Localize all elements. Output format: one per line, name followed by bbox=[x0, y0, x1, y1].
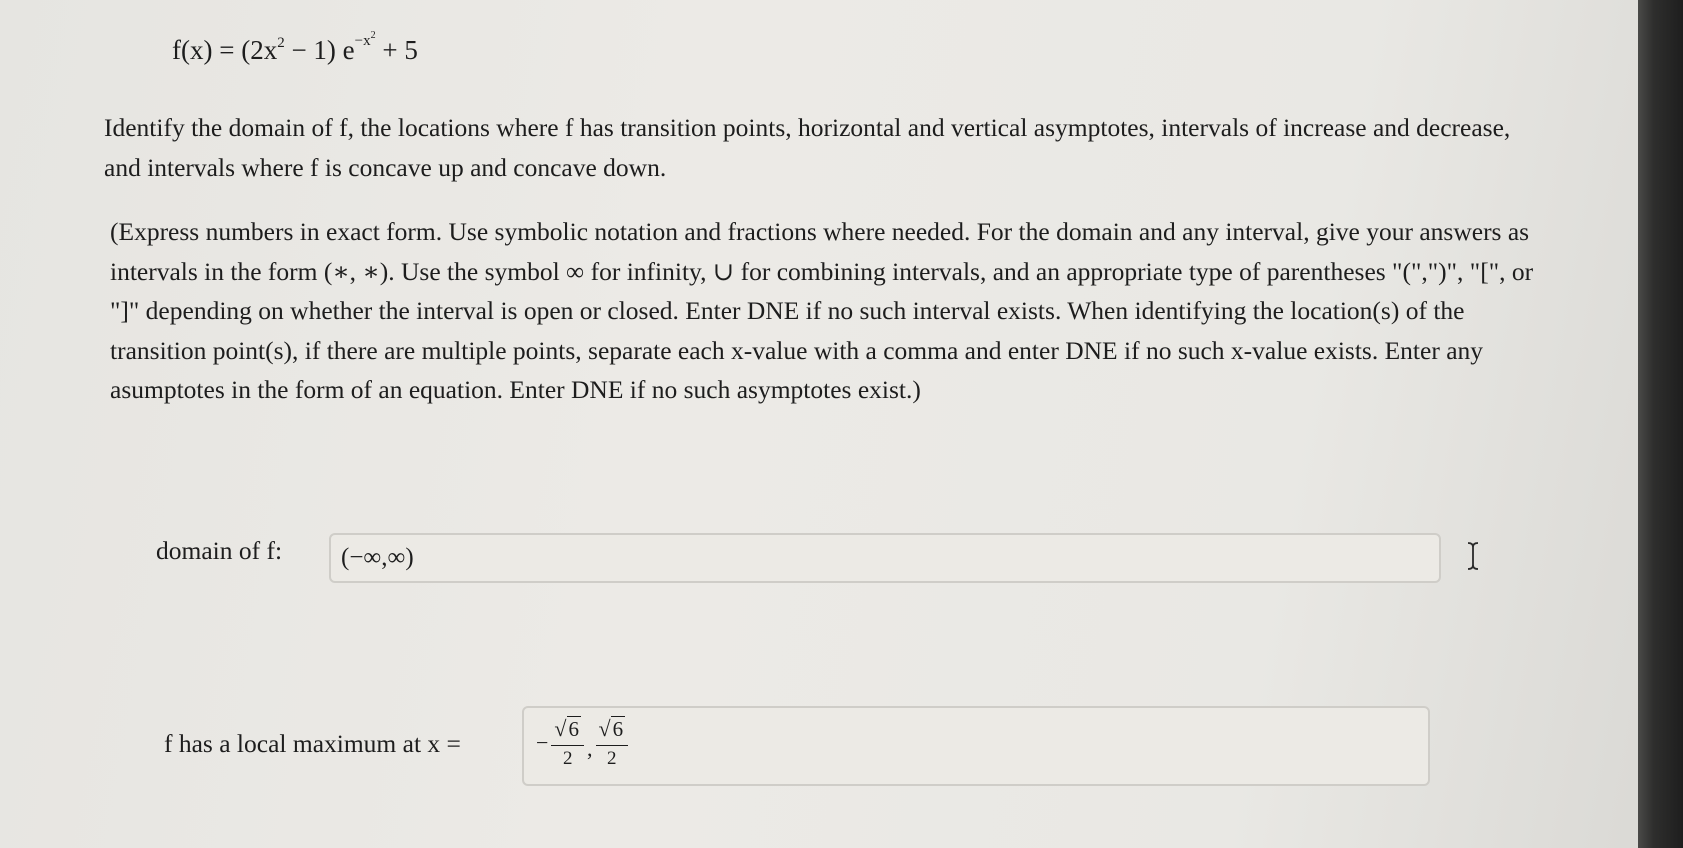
domain-input-value: (−∞,∞) bbox=[341, 544, 414, 571]
radicand: 6 bbox=[612, 717, 624, 741]
formula-lhs: f(x) = bbox=[172, 35, 242, 65]
answer-format-notes: (Express numbers in exact form. Use symbolic notation and fractions where needed. For the domain and any interval, give your answers as intervals in the form (∗, ∗). Use the symbol ∞ for infinity, ∪ for combining intervals, and an appropriate type of parentheses "(",")", "[", or "]" depending on whether the interval is open or closed. Enter DNE if no such interval exists. When identifying the location(s) of the transition point(s), if there are multiple points, separate each x-value with a comma and enter DNE if no such x-value exists. Enter any asumptotes in the form of an equation. Enter DNE if no such asymptotes exist.) bbox=[110, 217, 1534, 404]
sqrt-symbol: √ bbox=[554, 716, 567, 741]
formula-exponent-square: 2 bbox=[370, 30, 376, 41]
local-maximum-input-value bbox=[536, 716, 631, 770]
fraction-root6-over-2-first bbox=[551, 716, 584, 770]
domain-input[interactable] bbox=[329, 533, 1441, 583]
fraction-root6-over-2-second bbox=[596, 716, 629, 770]
sqrt-symbol: √ bbox=[598, 716, 611, 741]
comma-separator: , bbox=[587, 736, 593, 761]
formula-square: 2 bbox=[277, 35, 285, 51]
formula-plus-five: + 5 bbox=[375, 35, 418, 65]
domain-label: domain of f: bbox=[156, 536, 283, 565]
formula-minus-one: − 1) e bbox=[284, 35, 355, 65]
function-formula bbox=[172, 30, 418, 66]
negative-sign: − bbox=[536, 730, 549, 755]
local-maximum-input[interactable] bbox=[522, 706, 1430, 786]
problem-instructions: Identify the domain of f, the locations where f has transition points, horizontal and vertical asymptotes, intervals of increase and decrease, and intervals where f is concave up and concave down. bbox=[104, 113, 1511, 182]
radicand: 6 bbox=[568, 717, 579, 741]
screen-frame-edge bbox=[1638, 0, 1683, 848]
text-cursor-icon bbox=[1465, 540, 1481, 572]
denominator: 2 bbox=[562, 748, 573, 769]
local-maximum-label: f has a local maximum at x = bbox=[164, 729, 461, 758]
formula-paren-open: (2x bbox=[241, 35, 278, 65]
denominator: 2 bbox=[607, 748, 617, 769]
formula-exponent: −x2 bbox=[354, 30, 376, 49]
